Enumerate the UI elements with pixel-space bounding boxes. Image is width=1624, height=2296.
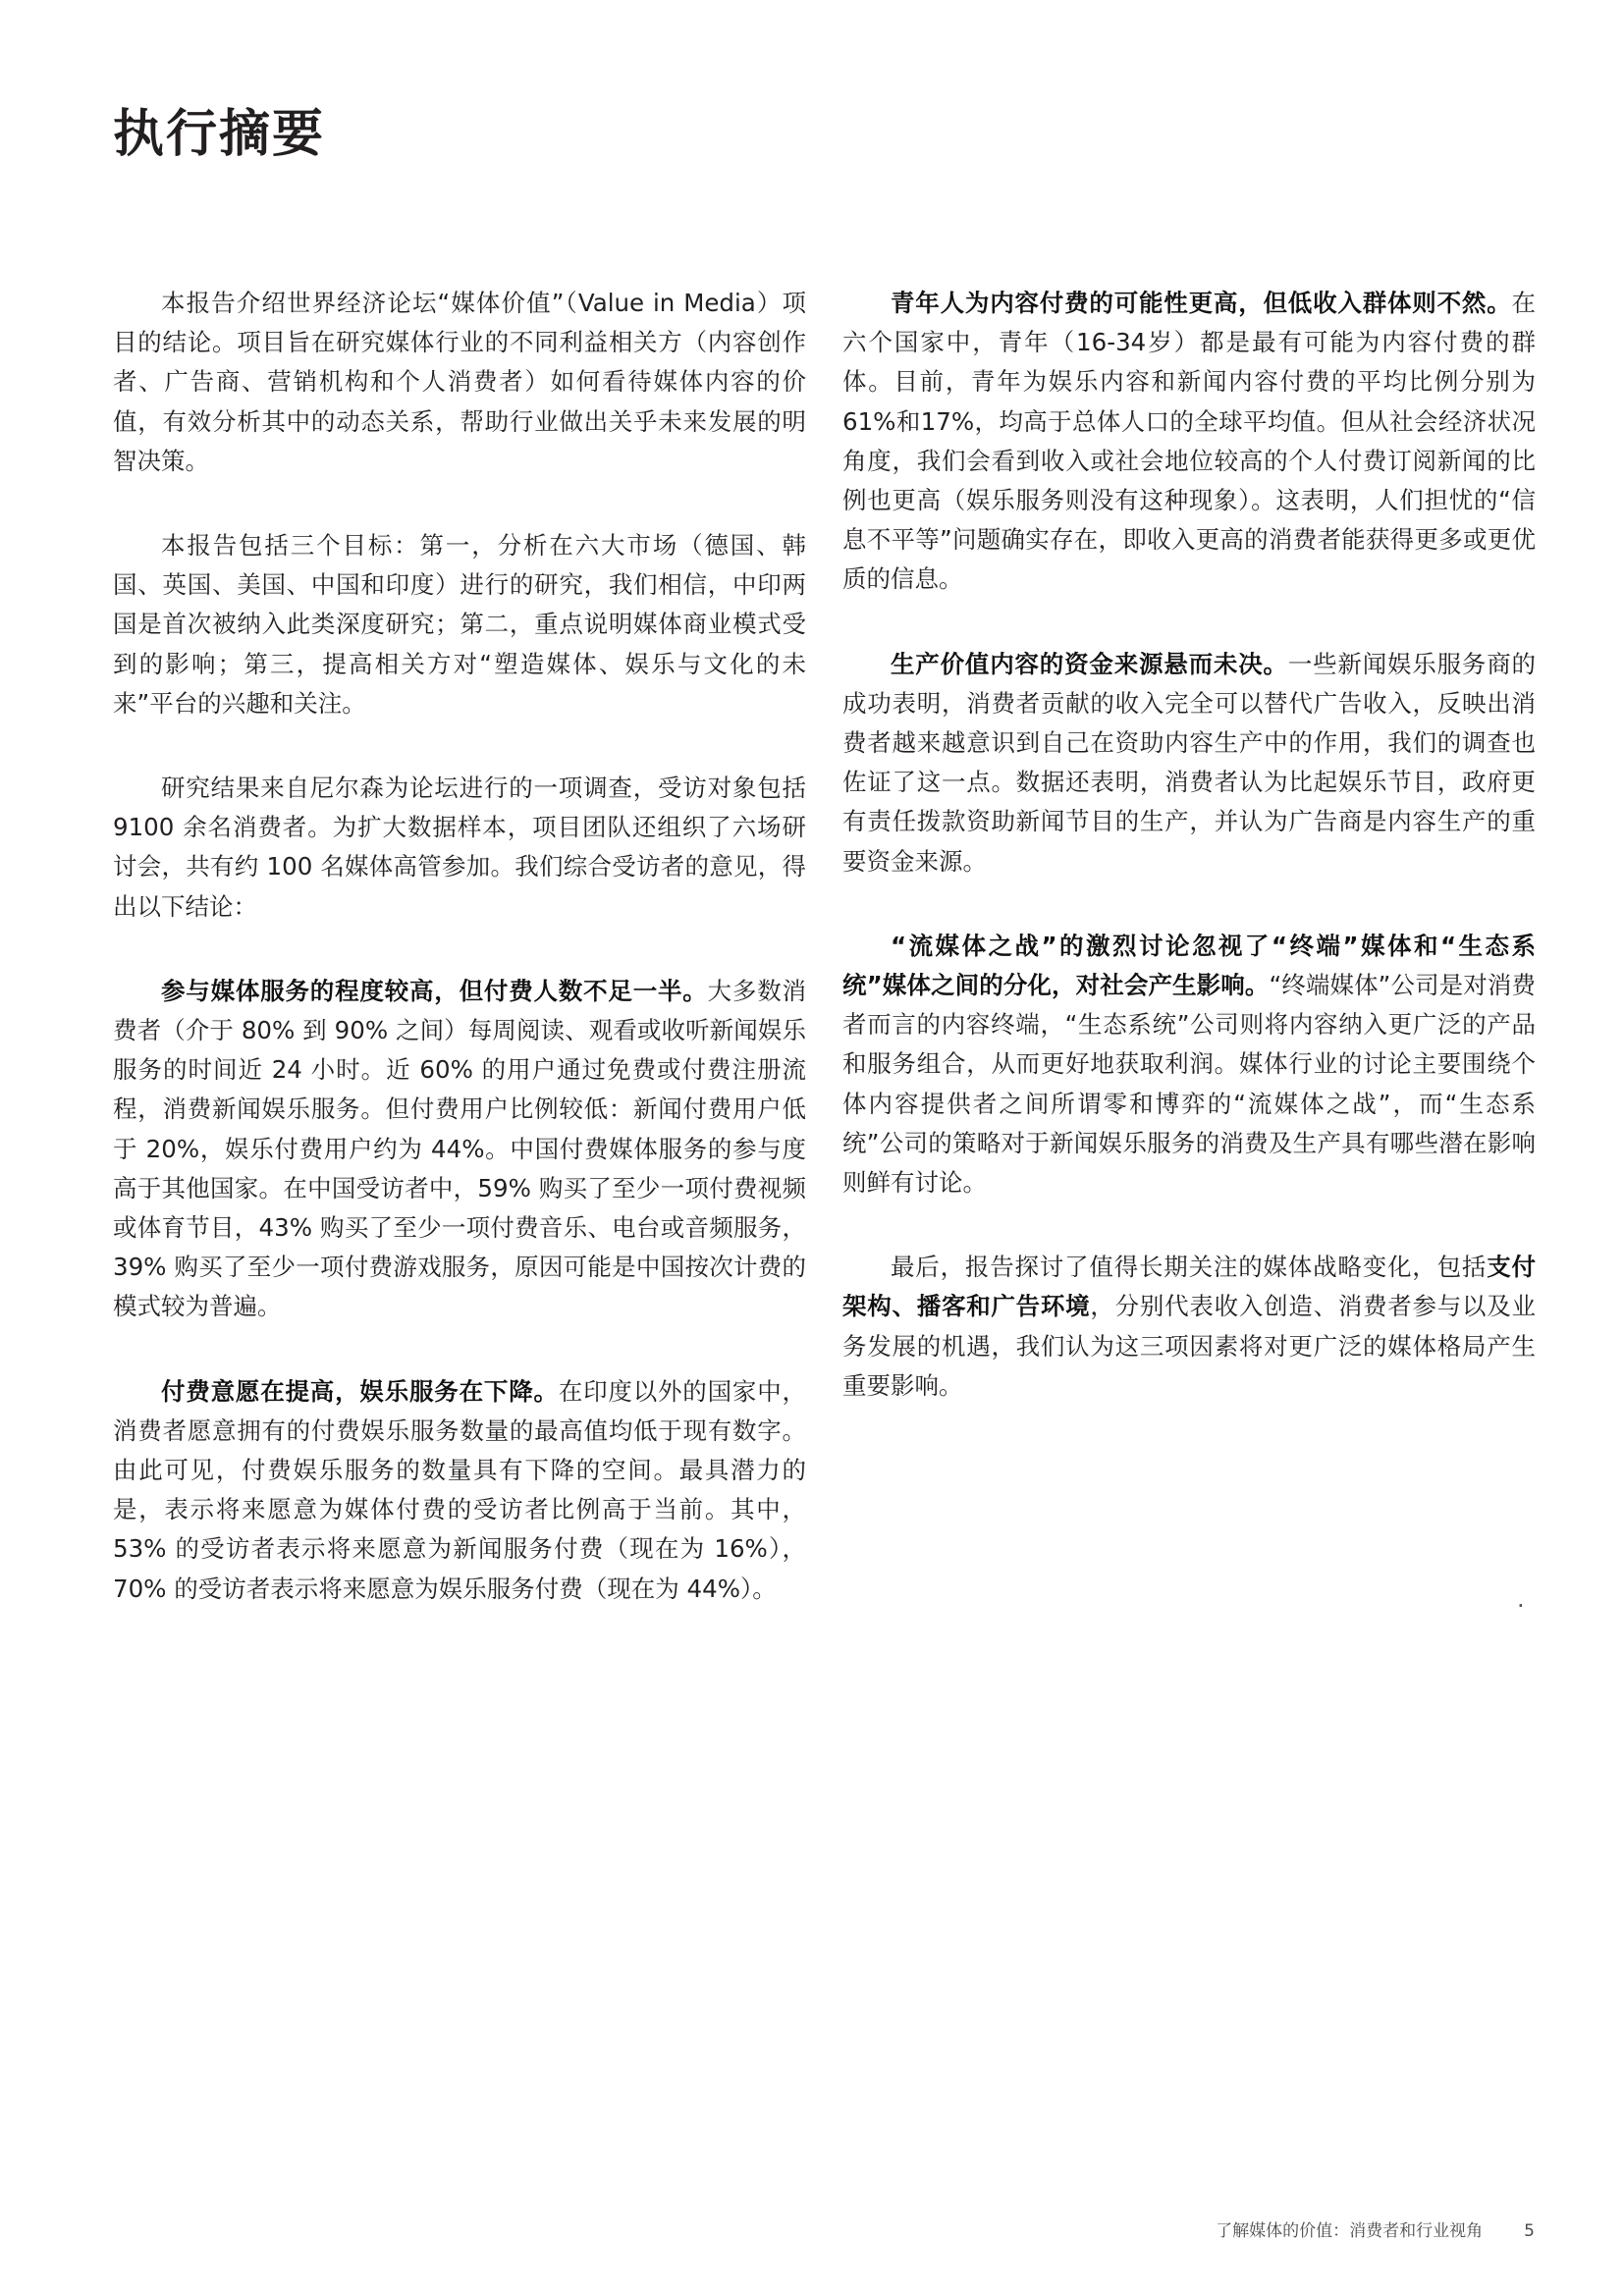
paragraph-text: 本报告包括三个目标：第一，分析在六大市场（德国、韩国、英国、美国、中国和印度）进行的研究，我们相信，中印两国是首次被纳入此类深度研究；第二，重点说明媒体商业模式受到的影响；第三，提高相关方对“塑造媒体、娱乐与文化的未来”平台的兴趣和关注。 <box>113 531 806 718</box>
paragraph-text: 大多数消费者（介于 80% 到 90% 之间）每周阅读、观看或收听新闻娱乐服务的时间近 24 小时。近 60% 的用户通过免费或付费注册流程，消费新闻娱乐服务。但付费用户比例较低：新闻付费用户低于 20%，娱乐付费用户约为 44%。中国付费媒体服务的参与度高于其他国家。在中国受访者中，59% 购买了至少一项付费视频或体育节目，43% 购买了至少一项付费音乐、电台或音频服务，39% 购买了至少一项付费游戏服务，原因可能是中国按次计费的模式较为普遍。 <box>113 976 807 1321</box>
paragraph-text: “终端媒体”公司是对消费者而言的内容终端，“生态系统”公司则将内容纳入更广泛的产品和服务组合，从而更好地获取利润。媒体行业的讨论主要围绕个体内容提供者之间所谓零和博弈的“流媒体之战”，而“生态系统”公司的策略对于新闻娱乐服务的消费及生产具有哪些潜在影响则鲜有讨论。 <box>842 971 1536 1198</box>
finding-lead: 付费意愿在提高，娱乐服务在下降。 <box>161 1376 559 1406</box>
objectives-paragraph <box>113 526 806 723</box>
footer-report-title: 了解媒体的价值：消费者和行业视角 <box>1216 2221 1484 2241</box>
page-title: 执行摘要 <box>113 105 326 164</box>
finding-lead: 参与媒体服务的程度较高，但付费人数不足一半。 <box>161 976 708 1005</box>
finding-lead: 生产价值内容的资金来源悬而未决。 <box>891 649 1288 678</box>
finding-youth-paragraph <box>842 284 1536 600</box>
paragraph-text: 在六个国家中，青年（16-34岁）都是最有可能为内容付费的群体。目前，青年为娱乐内容和新闻内容付费的平均比例分别为61%和17%，均高于总体人口的全球平均值。但从社会经济状况角度，我们会看到收入或社会地位较高的个人付费订阅新闻的比例也更高（娱乐服务则没有这种现象）。这表明，人们担忧的“信息不平等”问题确实存在，即收入更高的消费者能获得更多或更优质的信息。 <box>842 289 1536 594</box>
intro-paragraph <box>113 284 806 481</box>
emphasis-text: 支付架构、播客和广告环境 <box>842 1253 1537 1321</box>
paragraph-text: ，分别代表收入创造、消费者参与以及业务发展的机遇，我们认为这三项因素将对更广泛的媒体格局产生重要影响。 <box>842 1292 1537 1400</box>
finding-streaming-paragraph <box>842 927 1536 1202</box>
finding-willingness-paragraph <box>113 1372 806 1609</box>
paragraph-text: 研究结果来自尼尔森为论坛进行的一项调查，受访对象包括 9100 余名消费者。为扩大数据样本，项目团队还组织了六场研讨会，共有约 100 名媒体高管参加。我们综合受访者的意见，得出以下结论： <box>113 774 806 921</box>
finding-funding-paragraph <box>842 645 1536 881</box>
paragraph-text: 本报告介绍世界经济论坛“媒体价值”（Value in Media）项目的结论。项目旨在研究媒体行业的不同利益相关方（内容创作者、广告商、营销机构和个人消费者）如何看待媒体内容的价值，有效分析其中的动态关系，帮助行业做出关乎未来发展的明智决策。 <box>113 289 806 475</box>
finding-lead: “流媒体之战”的激烈讨论忽视了“终端”媒体和“生态系统”媒体之间的分化，对社会产生影响。 <box>842 931 1536 1000</box>
paragraph-text: 一些新闻娱乐服务商的成功表明，消费者贡献的收入完全可以替代广告收入，反映出消费者越来越意识到自己在资助内容生产中的作用，我们的调查也佐证了这一点。数据还表明，消费者认为比起娱乐节目，政府更有责任拨款资助新闻节目的生产，并认为广告商是内容生产的重要资金来源。 <box>842 649 1537 876</box>
methodology-paragraph <box>113 769 806 927</box>
page-footer <box>1216 2216 1535 2241</box>
finding-engagement-paragraph <box>113 972 806 1327</box>
right-column <box>842 284 1536 1451</box>
left-column <box>113 284 806 1654</box>
paragraph-text: 在印度以外的国家中，消费者愿意拥有的付费娱乐服务数量的最高值均低于现有数字。由此可见，付费娱乐服务的数量具有下降的空间。最具潜力的是，表示将来愿意为媒体付费的受访者比例高于当前。其中，53% 的受访者表示将来愿意为新闻服务付费（现在为 16%），70% 的受访者表示将来愿意为娱乐服务付费（现在为 44%）。 <box>113 1376 807 1603</box>
conclusion-paragraph <box>842 1248 1536 1406</box>
page-number: 5 <box>1524 2221 1535 2241</box>
finding-lead: 青年人为内容付费的可能性更高，但低收入群体则不然。 <box>891 289 1512 317</box>
paragraph-text: 最后，报告探讨了值得长期关注的媒体战略变化，包括 <box>891 1253 1488 1282</box>
stray-mark: · <box>1517 1592 1525 1620</box>
